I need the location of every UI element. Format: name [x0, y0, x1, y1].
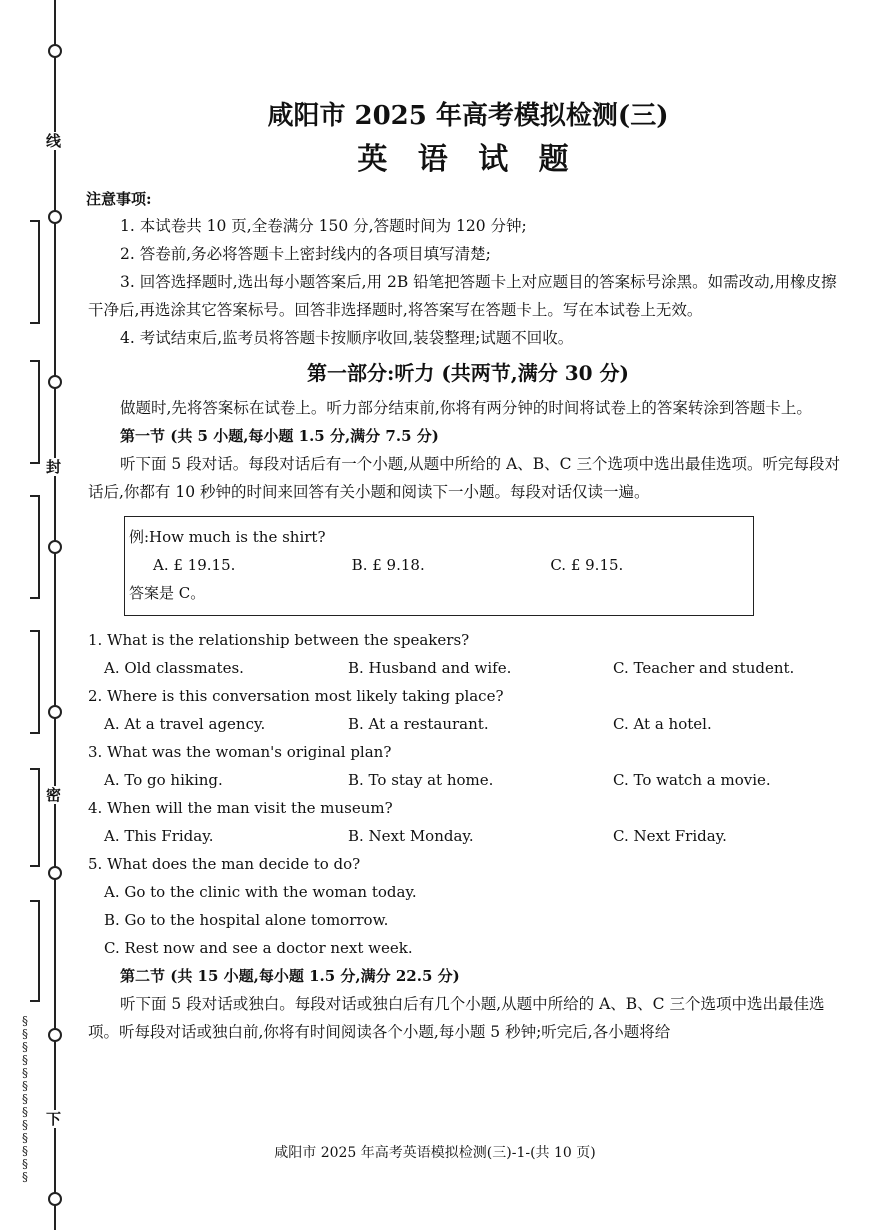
exam-subject: 英 语 试 题	[357, 142, 579, 177]
binding-hole	[48, 540, 62, 554]
margin-label-mi: 密	[46, 786, 62, 804]
notes-heading: 注意事项:	[86, 190, 152, 208]
question-4: 4. When will the man visit the museum?	[88, 799, 393, 817]
option-c: C. Next Friday.	[613, 827, 727, 845]
question-1-options	[88, 654, 848, 682]
note-item: 3. 回答选择题时,选出每小题答案后,用 2B 铅笔把答题卡上对应题目的答案标号涂黑。如需改动,用橡皮擦干净后,再选涂其它答案标号。回答非选择题时,将答案写在答题卡上。写在本试卷上无效。	[88, 273, 837, 319]
exam-page	[88, 96, 848, 1046]
option-a: A. At a travel agency.	[104, 715, 266, 733]
margin-bracket	[30, 630, 40, 734]
margin-label-xia: 下	[46, 1110, 62, 1128]
binding-line	[54, 0, 56, 1230]
margin-wavy-line: §§§§§§§§§§§§§	[22, 1014, 28, 1184]
option-c: C. To watch a movie.	[613, 771, 771, 789]
example-question: 例:How much is the shirt?	[129, 528, 326, 546]
option-b: B. To stay at home.	[348, 771, 494, 789]
section1-instructions: 听下面 5 段对话。每段对话后有一个小题,从题中所给的 A、B、C 三个选项中选出最佳选项。听完每段对话后,你都有 10 秒钟的时间来回答有关小题和阅读下一小题。每段对话仅读一遍。	[88, 455, 840, 501]
part1-intro: 做题时,先将答案标在试卷上。听力部分结束前,你将有两分钟的时间将试卷上的答案转涂到答题卡上。	[120, 399, 812, 417]
option-b: B. At a restaurant.	[348, 715, 489, 733]
binding-hole	[48, 44, 62, 58]
binding-hole	[48, 705, 62, 719]
option-b: B. Go to the hospital alone tomorrow.	[104, 911, 389, 929]
example-option-b: B. £ 9.18.	[351, 556, 425, 574]
example-option-c: C. £ 9.15.	[550, 556, 624, 574]
margin-bracket	[30, 900, 40, 1002]
question-3: 3. What was the woman's original plan?	[88, 743, 392, 761]
example-options	[129, 551, 749, 579]
note-item: 1. 本试卷共 10 页,全卷满分 150 分,答题时间为 120 分钟;	[120, 217, 527, 235]
part1-title: 第一部分:听力 (共两节,满分 30 分)	[307, 361, 629, 385]
option-a: A. This Friday.	[104, 827, 214, 845]
note-item: 4. 考试结束后,监考员将答题卡按顺序收回,装袋整理;试题不回收。	[120, 329, 574, 347]
note-item: 2. 答卷前,务必将答题卡上密封线内的各项目填写清楚;	[120, 245, 491, 263]
example-option-a: A. £ 19.15.	[153, 556, 236, 574]
question-2-options	[88, 710, 848, 738]
section2-instructions: 听下面 5 段对话或独白。每段对话或独白后有几个小题,从题中所给的 A、B、C 三个选项中选出最佳选项。听每段对话或独白前,你将有时间阅读各个小题,每小题 5 秒钟;听完后,各小题将给	[88, 995, 825, 1041]
question-5: 5. What does the man decide to do?	[88, 855, 361, 873]
section2-heading: 第二节 (共 15 小题,每小题 1.5 分,满分 22.5 分)	[120, 967, 460, 985]
option-b: B. Husband and wife.	[348, 659, 512, 677]
option-c: C. Teacher and student.	[613, 659, 795, 677]
question-1: 1. What is the relationship between the speakers?	[88, 631, 470, 649]
binding-hole	[48, 866, 62, 880]
option-c: C. Rest now and see a doctor next week.	[104, 939, 413, 957]
margin-label-feng: 封	[46, 458, 62, 476]
margin-bracket	[30, 220, 40, 324]
question-2: 2. Where is this conversation most likely taking place?	[88, 687, 504, 705]
margin-label-xian: 线	[46, 132, 62, 150]
option-c: C. At a hotel.	[613, 715, 712, 733]
binding-hole	[48, 375, 62, 389]
example-box	[124, 516, 754, 616]
binding-hole	[48, 210, 62, 224]
question-4-options	[88, 822, 848, 850]
margin-bracket	[30, 495, 40, 599]
option-a: A. Go to the clinic with the woman today.	[104, 883, 417, 901]
section1-heading: 第一节 (共 5 小题,每小题 1.5 分,满分 7.5 分)	[120, 427, 439, 445]
margin-bracket	[30, 360, 40, 464]
exam-title: 咸阳市 2025 年高考模拟检测(三)	[267, 101, 669, 131]
page-footer: 咸阳市 2025 年高考英语模拟检测(三)-1-(共 10 页)	[274, 1145, 596, 1161]
option-b: B. Next Monday.	[348, 827, 474, 845]
binding-hole	[48, 1028, 62, 1042]
question-3-options	[88, 766, 848, 794]
margin-bracket	[30, 768, 40, 867]
option-a: A. Old classmates.	[104, 659, 244, 677]
example-answer: 答案是 C。	[129, 584, 206, 602]
option-a: A. To go hiking.	[104, 771, 223, 789]
binding-hole	[48, 1192, 62, 1206]
